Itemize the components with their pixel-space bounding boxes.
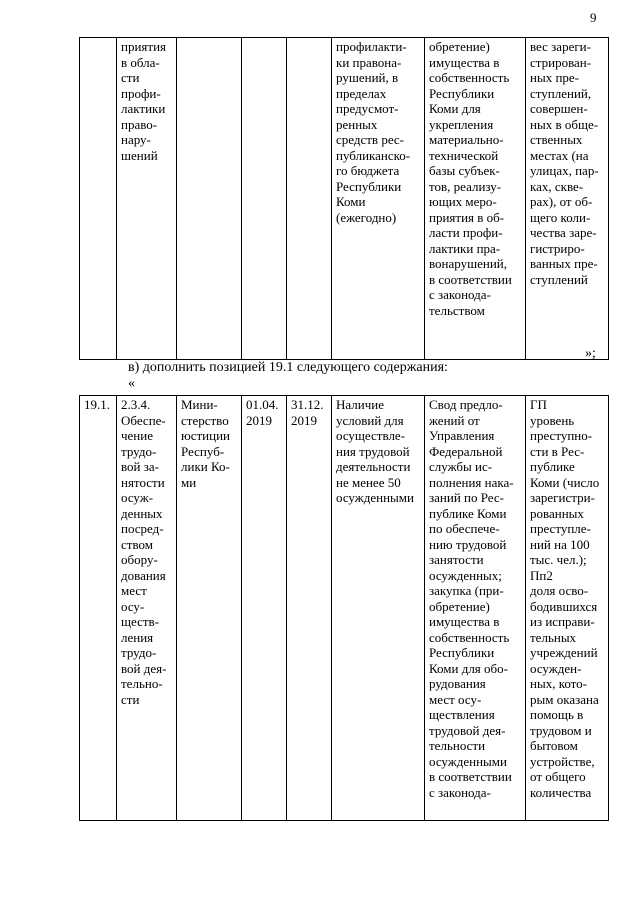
cell-end-date	[287, 38, 332, 360]
cell-start-date	[242, 38, 287, 360]
table-row	[80, 38, 609, 360]
amendment-instruction: в) дополнить позицией 19.1 следующего содержания:	[128, 360, 448, 375]
cell-executor	[177, 38, 242, 360]
cell-end-date: 31.12. 2019	[287, 396, 332, 821]
page-number: 9	[590, 10, 597, 25]
cell-activities: обретение) имущества в собственность Республики Коми для укрепления материально- технической базы субъек- тов, реализу- ющих меро- приятия в об- ласти профи- лактики пра- вонарушений, в соответствии с законода- тельством	[425, 38, 526, 360]
table-continuation	[79, 37, 609, 360]
cell-result: Наличие условий для осуществле- ния трудовой деятельности не менее 50 осужденными	[332, 396, 425, 821]
cell-indicators: вес зареги- стрирован- ных пре- ступлений, совершен- ных в обще- ственных местах (на улицах, пар- ках, скве- рах), от об- щего коли- чества заре- гистриро- ванных пре- ступлений	[526, 38, 609, 360]
cell-indicators: ГП уровень преступно- сти в Рес- публике Коми (число зарегистри- рованных преступле- ний на 100 тыс. чел.); Пп2 доля осво- бодившихся из исправи- тельных учреждений осужден- ных, кото- рым оказана помощь в трудовом и бытовом устройстве, от общего количества	[526, 396, 609, 821]
table-position-19-1	[79, 395, 609, 821]
closing-quote: »;	[585, 346, 596, 361]
cell-activities: Свод предло- жений от Управления Федеральной службы ис- полнения нака- заний по Рес- публике Коми по обеспече- нию трудовой занятости осужденных; закупка (при- обретение) имущества в собственность Республики Коми для обо- рудования мест осу- ществления трудовой дея- тельности осужденными в соответствии с законода-	[425, 396, 526, 821]
cell-executor: Мини- стерство юстиции Респуб- лики Ко- ми	[177, 396, 242, 821]
cell-result: профилакти- ки правона- рушений, в пределах предусмот- ренных средств рес- публиканско- го бюджета Республики Коми (ежегодно)	[332, 38, 425, 360]
cell-measure: 2.3.4. Обеспе- чение трудо- вой за- нятости осуж- денных посред- ством обору- дования мест осу- ществ- ления трудо- вой дея- тельно- сти	[117, 396, 177, 821]
cell-start-date: 01.04. 2019	[242, 396, 287, 821]
table-row	[80, 396, 609, 821]
cell-number	[80, 38, 117, 360]
opening-quote: «	[128, 376, 135, 391]
cell-number: 19.1.	[80, 396, 117, 821]
cell-measure: приятия в обла- сти профи- лактики право- нару- шений	[117, 38, 177, 360]
